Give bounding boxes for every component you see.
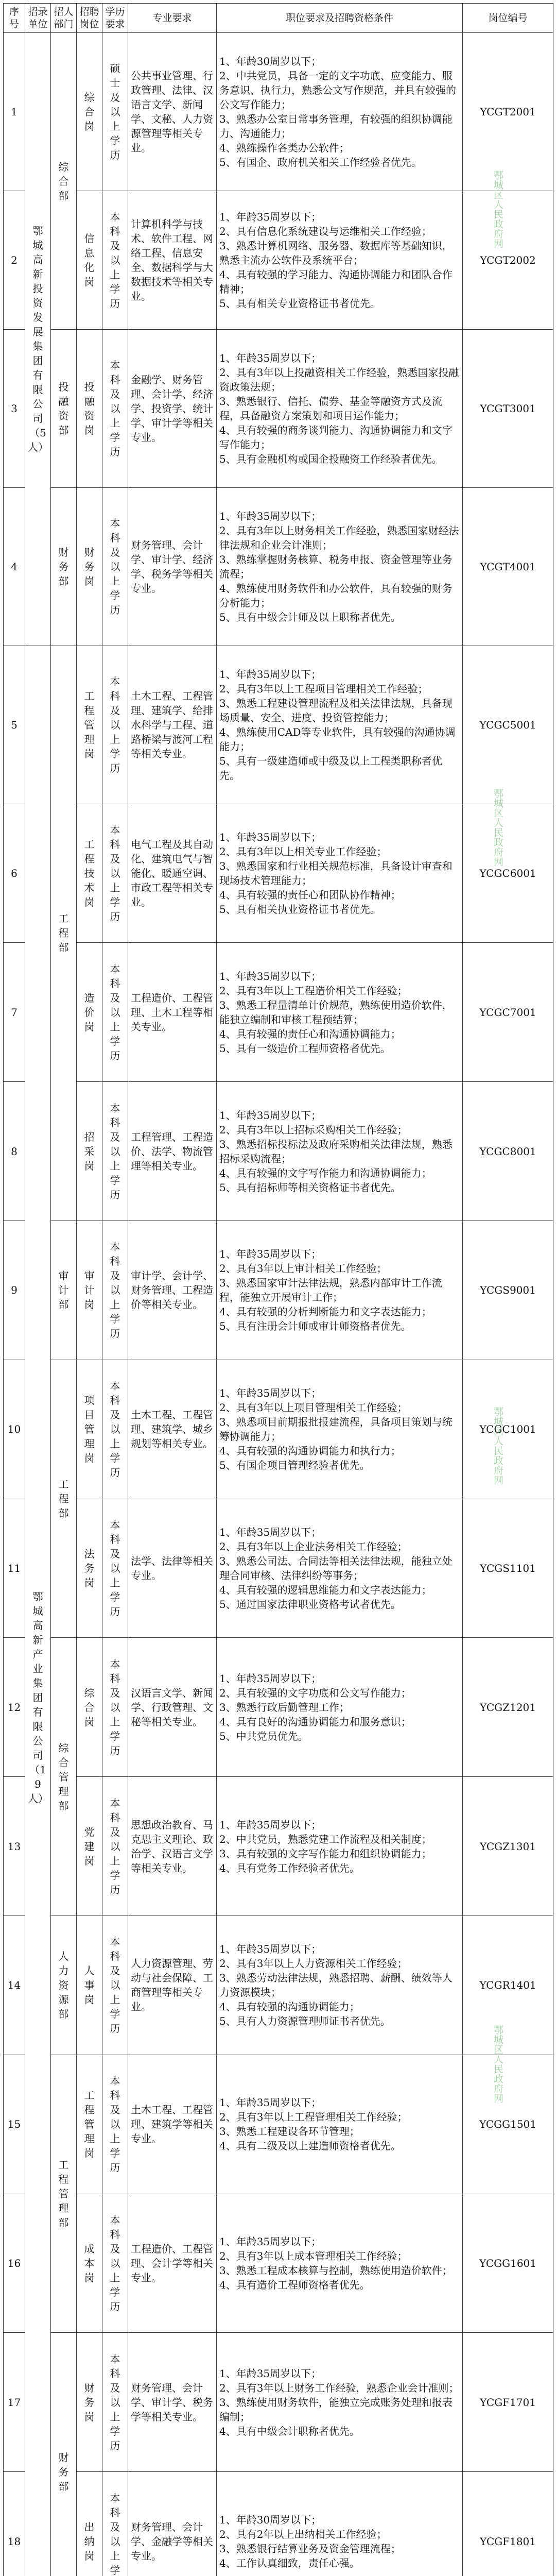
dept-cell: 财务部 [51,488,77,646]
table-row [4,943,553,1082]
req-line: 2、具有3年以上工程项目管理相关工作经验； [219,682,428,695]
edu-cell: 本科及以上学历 [102,1221,128,1360]
req-line: 4、具有较强的责任心和沟通协调能力； [219,1027,401,1040]
code-cell: YCGT3001 [463,330,553,488]
req-line: 3、熟悉工程建设管理流程及相关法律法规，具备现场质量、安全、进度、投资管控能力； [219,697,453,724]
post-cell: 造价岗 [77,943,102,1082]
req-line: 2、具有3年以上人力资源相关工作经验； [219,1957,408,1970]
edu-cell: 本科及以上学历 [102,1499,128,1638]
dept-cell: 财务部 [51,2333,77,2576]
row-no: 4 [4,488,25,646]
watermark: 鄂城区人民政府网 [492,2025,503,2103]
major-cell: 公共事业管理、行政管理、法律、汉语言文学、新闻学、文秘、人力资源管理等相关专业。 [128,33,217,191]
table-row [4,2194,553,2333]
row-no: 12 [4,1638,25,1777]
watermark: 鄂城区人民政府网 [492,170,503,248]
req-line: 2、具有3年以上审计相关工作经验； [219,1262,387,1275]
table-row [4,1499,553,1638]
dept-cell: 工程管理部 [51,2055,77,2333]
code-cell: YCGC5001 [463,646,553,804]
major-cell: 金融学、财务管理、会计学、经济学、投资学、统计学、审计学等相关专业。 [128,330,217,488]
requirements-cell [217,1916,463,2055]
req-line: 5、具有注册会计师或审计师资格者优先。 [219,1320,411,1333]
dept-cell: 综合部 [51,33,77,330]
watermark: 鄂城区人民政府网 [492,788,503,867]
row-no: 2 [4,191,25,330]
req-line: 5、有国企项目管理经验者优先。 [219,1459,370,1472]
unit-cell: 鄂城高新投资发展集团有限公司（5人） [25,33,51,646]
req-line: 4、熟练使用CAD等专业软件，具有较强的沟通协调能力； [219,725,456,753]
edu-cell: 本科及以上学历 [102,804,128,943]
post-cell: 人事岗 [77,1916,102,2055]
req-line: 1、年龄35周岁以下； [219,1387,322,1400]
req-line: 5、具有一级建造师或中级及以上工程类职称者优先。 [219,754,442,782]
code-cell: YCGC7001 [463,943,553,1082]
major-cell: 土木工程、工程管理、建筑学、给排水科学与工程、道路桥梁与渡河工程等相关专业。 [128,646,217,804]
req-line: 4、具有较强的责任心和团队协作精神； [219,888,401,901]
edu-cell: 本科及以上学历 [102,1777,128,1916]
req-line: 1、年龄35周岁以下； [219,2096,322,2109]
unit-cell: 鄂城高新产业集团有限公司（19人） [25,646,51,2576]
req-line: 5、具有相关专业资格证书者优先。 [219,297,380,310]
major-cell: 工程造价、工程管理、土木工程等相关专业。 [128,943,217,1082]
req-line: 3、熟练掌握财务核算、税务申报、资金管理等业务流程； [219,553,453,580]
req-line: 1、年龄35周岁以下； [219,1672,322,1685]
header-req: 职位要求及招聘资格条件 [217,4,463,33]
row-no: 13 [4,1777,25,1916]
req-line: 3、熟悉工程量清单计价规范，熟练使用造价软件，能独立编制和审核工程预结算； [219,998,453,1026]
req-line: 4、具有较强的沟通协调能力； [219,2001,360,2013]
header-code: 岗位编号 [463,4,553,33]
table-row [4,2055,553,2194]
requirements-cell [217,1082,463,1221]
table-row [4,2472,553,2576]
req-line: 1、年龄35周岁以下； [219,2235,322,2248]
row-no: 11 [4,1499,25,1638]
requirements-cell [217,191,463,330]
req-line: 3、熟练使用财务软件，能独立完成账务处理和报表编制； [219,2396,453,2423]
post-cell: 财务岗 [77,488,102,646]
major-cell: 电气工程及其自动化、建筑电气与智能化、暖通空调、市政工程等相关专业。 [128,804,217,943]
post-cell: 财务岗 [77,2333,102,2472]
req-line: 5、有国企、政府机关相关工作经验者优先。 [219,156,422,168]
header-no: 序号 [4,4,25,33]
post-cell: 党建岗 [77,1777,102,1916]
row-no: 15 [4,2055,25,2194]
code-cell: YCGZ1301 [463,1777,553,1916]
row-no: 17 [4,2333,25,2472]
row-no: 18 [4,2472,25,2576]
row-no: 3 [4,330,25,488]
req-line: 5、具有一级造价工程师资格者优先。 [219,1042,391,1055]
table-row [4,1638,553,1777]
req-line: 4、工作认真细致，责任心强。 [219,2556,360,2569]
req-line: 1、年龄35周岁以下； [219,668,322,681]
edu-cell: 本科及以上学历 [102,191,128,330]
watermark: 鄂城区人民政府网 [492,1406,503,1485]
req-line: 2、具有3年以上工程管理相关工作经验； [219,2111,408,2124]
req-line: 1、年龄35周岁以下； [219,1943,322,1956]
req-line: 1、年龄35周岁以下； [219,1526,322,1538]
req-line: 4、具有较强的学习能力、沟通协调能力和团队合作精神； [219,268,453,296]
req-line: 5、具有中级会计师及以上职称者优先。 [219,611,401,623]
requirements-cell [217,488,463,646]
edu-cell: 硕士及以上学历 [102,33,128,191]
code-cell: YCGF1801 [463,2472,553,2576]
req-line: 2、中共党员，具备一定的文字功底、应变能力、服务意识、执行力，熟悉公文写作规范，并具有较强的公文写作能力； [219,69,456,111]
table-row [4,1916,553,2055]
req-line: 3、熟悉公司法、合同法等相关法律法规，能独立处理合同审核、法律纠纷等事务； [219,1554,453,1582]
req-line: 5、通过国家法律职业资格考试者优先。 [219,1598,401,1611]
row-no: 6 [4,804,25,943]
edu-cell: 本科及以上学历 [102,2333,128,2472]
post-cell: 审计岗 [77,1221,102,1360]
post-cell: 项目管理岗 [77,1360,102,1499]
req-line: 4、具有良好的沟通协调能力和服务意识； [219,1715,411,1728]
req-line: 4、熟练使用财务软件和办公软件，具有较强的财务分析能力； [219,582,453,609]
req-line: 4、具有党务工作经验者优先。 [219,1861,360,1874]
table-row [4,1082,553,1221]
table-row [4,488,553,646]
code-cell: YCGG1501 [463,2055,553,2194]
major-cell: 财务管理、会计学、审计学、经济学、税务学等相关专业。 [128,488,217,646]
table-row [4,646,553,804]
table-row [4,330,553,488]
req-line: 2、具有信息化系统建设与运维相关工作经验； [219,225,432,238]
requirements-cell [217,33,463,191]
req-line: 1、年龄35周岁以下； [219,1818,322,1831]
post-cell: 工程管理岗 [77,2055,102,2194]
major-cell: 财务管理、会计学、审计学、税务学等相关专业。 [128,2333,217,2472]
code-cell: YCGC6001 [463,804,553,943]
req-line: 1、年龄35周岁以下； [219,211,322,224]
code-cell: YCGS9001 [463,1221,553,1360]
requirements-cell [217,2333,463,2472]
row-no: 16 [4,2194,25,2333]
requirements-cell [217,1221,463,1360]
req-line: 1、年龄30周岁以下； [219,2513,322,2526]
req-line: 3、熟悉计算机网络、服务器、数据库等基础知识，熟悉主流办公软件及系统平台； [219,240,453,267]
req-line: 4、具有造价工程师资格者优先。 [219,2279,370,2292]
row-no: 10 [4,1360,25,1499]
dept-cell: 综合管理部 [51,1638,77,1916]
req-line: 2、具有3年以上企业法务相关工作经验； [219,1540,408,1553]
post-cell: 招采岗 [77,1082,102,1221]
requirements-cell [217,1360,463,1499]
code-cell: YCGG1601 [463,2194,553,2333]
edu-cell: 本科及以上学历 [102,1916,128,2055]
recruitment-table-sheet [3,3,553,2576]
req-line: 1、年龄35周岁以下； [219,1109,322,1122]
major-cell: 计算机科学与技术、软件工程、网络工程、信息安全、数据科学与大数据技术等相关专业。 [128,191,217,330]
dept-cell: 人力资源部 [51,1916,77,2055]
row-no: 8 [4,1082,25,1221]
row-no: 14 [4,1916,25,2055]
table-row [4,2333,553,2472]
code-cell: YCGC1001 [463,1360,553,1499]
major-cell: 人力资源管理、劳动与社会保障、工商管理等相关专业。 [128,1916,217,2055]
code-cell: YCGZ1201 [463,1638,553,1777]
recruitment-table [3,3,553,2576]
post-cell: 成本岗 [77,2194,102,2333]
header-unit: 招录单位 [25,4,51,33]
requirements-cell [217,2055,463,2194]
major-cell: 工程造价、工程管理、会计学等相关专业。 [128,2194,217,2333]
header-edu: 学历要求 [102,4,128,33]
edu-cell: 本科及以上学历 [102,2055,128,2194]
req-line: 2、具有3年以上成本管理相关工作经验； [219,2250,408,2263]
req-line: 4、具有较强的商务谈判能力、沟通协调能力和文字写作能力； [219,424,453,451]
req-line: 1、年龄35周岁以下； [219,1248,322,1261]
req-line: 2、具有3年以上工程造价相关工作经验； [219,984,408,997]
req-line: 1、年龄35周岁以下； [219,2367,322,2380]
post-cell: 法务岗 [77,1499,102,1638]
edu-cell: 本科及以上学历 [102,1360,128,1499]
req-line: 1、年龄35周岁以下； [219,510,322,522]
req-line: 5、具有相关执业资格证书者优先。 [219,903,380,916]
post-cell: 综合岗 [77,1638,102,1777]
table-row [4,1777,553,1916]
req-line: 4、具有较强的分析判断能力和文字表达能力； [219,1306,432,1318]
req-line: 1、年龄35周岁以下； [219,831,322,843]
edu-cell: 本科及以上学历 [102,1638,128,1777]
req-line: 3、熟悉银行、信托、债券、基金等融资方式及流程，具备融资方案策划和项目运作能力； [219,395,442,422]
post-cell: 投融资岗 [77,330,102,488]
req-line: 3、具有较强的文字写作能力和组织协调能力； [219,1847,432,1860]
row-no: 7 [4,943,25,1082]
requirements-cell [217,646,463,804]
post-cell: 工程技术岗 [77,804,102,943]
code-cell: YCGT2001 [463,33,553,191]
req-line: 4、具有中级会计职称者优先。 [219,2425,360,2437]
dept-cell: 工程部 [51,646,77,1221]
code-cell: YCGT2002 [463,191,553,330]
major-cell: 思想政治教育、马克思主义理论、政治学、汉语言文学等相关专业。 [128,1777,217,1916]
req-line: 4、具有较强的沟通协调能力和执行力； [219,1445,401,1458]
requirements-cell [217,1638,463,1777]
req-line: 4、具有二级及以上建造师资格者优先。 [219,2140,401,2153]
header-row [4,4,553,33]
req-line: 2、具有3年以上财务相关工作经验，熟悉国家财经法律法规和企业会计准则； [219,524,459,551]
edu-cell: 本科及以上学历 [102,1082,128,1221]
major-cell: 财务管理、会计学、金融学等相关专业。 [128,2472,217,2576]
dept-cell: 工程部 [51,1360,77,1638]
major-cell: 土木工程、工程管理、建筑学等相关专业。 [128,2055,217,2194]
header-major: 专业要求 [128,4,217,33]
table-row [4,191,553,330]
dept-cell: 投融资部 [51,330,77,488]
major-cell: 审计学、会计学、财务管理、工程造价等相关专业。 [128,1221,217,1360]
header-dept: 招人部门 [51,4,77,33]
post-cell: 综合岗 [77,33,102,191]
row-no: 1 [4,33,25,191]
row-no: 5 [4,646,25,804]
req-line: 3、熟悉工程建设各环节管理； [219,2125,360,2138]
edu-cell: 本科及以上学 [102,2472,128,2576]
major-cell: 工程管理、工程造价、法学、物流管理等相关专业。 [128,1082,217,1221]
req-line: 2、具有3年以上招标采购相关工作经验； [219,1123,408,1136]
req-line: 4、具有较强的逻辑思维能力和文字表达能力； [219,1583,432,1596]
requirements-cell [217,2472,463,2576]
req-line: 2、具有2年以上出纳相关工作经验； [219,2528,387,2540]
edu-cell: 本科及以上学历 [102,2194,128,2333]
req-line: 3、熟悉国家和行业相关规范标准，具备设计审查和现场技术管理能力； [219,859,453,887]
requirements-cell [217,2194,463,2333]
edu-cell: 本科及以上学历 [102,488,128,646]
major-cell: 汉语言文学、新闻学、行政管理、文秘等相关专业。 [128,1638,217,1777]
req-line: 5、中共党员优先。 [219,1730,308,1742]
post-cell: 信息化岗 [77,191,102,330]
table-row [4,1221,553,1360]
req-line: 1、年龄30周岁以下； [219,55,322,67]
req-line: 1、年龄35周岁以下； [219,352,322,365]
req-line: 5、具有人力资源管理师证书者优先。 [219,2015,391,2028]
requirements-cell [217,1499,463,1638]
req-line: 2、具有3年以上项目管理相关工作经验； [219,1401,408,1414]
req-line: 2、具有3年以上相关专业工作经验； [219,845,387,858]
req-line: 3、熟悉工程成本核算与控制，熟练使用造价软件； [219,2264,453,2277]
requirements-cell [217,330,463,488]
edu-cell: 本科及以上学历 [102,943,128,1082]
req-line: 3、熟悉劳动法律法规，熟悉招聘、薪酬、绩效等人力资源模块； [219,1972,453,1999]
code-cell: YCGC8001 [463,1082,553,1221]
req-line: 2、具有较强的文字功底和公文写作能力； [219,1686,411,1699]
requirements-cell [217,1777,463,1916]
req-line: 3、熟悉国家审计法律法规，熟悉内部审计工作流程，能独立开展审计工作； [219,1277,442,1304]
req-line: 4、具有较强的文字写作能力和沟通协调能力； [219,1166,432,1179]
code-cell: YCGS1101 [463,1499,553,1638]
code-cell: YCGR1401 [463,1916,553,2055]
edu-cell: 本科及以上学历 [102,330,128,488]
requirements-cell [217,943,463,1082]
req-line: 2、中共党员，熟悉党建工作流程及相关制度； [219,1833,432,1845]
dept-cell: 审计部 [51,1221,77,1360]
req-line: 3、熟悉项目前期报批报建流程，具备项目策划与统筹协调能力； [219,1416,453,1443]
table-row [4,804,553,943]
post-cell: 出纳岗 [77,2472,102,2576]
req-line: 5、具有金融机构或国企投融资工作经验者优先。 [219,453,442,466]
table-row [4,1360,553,1499]
table-row [4,33,553,191]
edu-cell: 本科及以上学历 [102,646,128,804]
req-line: 5、具有招标师等相关资格证书者优先。 [219,1181,401,1194]
major-cell: 土木工程、工程管理、建筑学、城乡规划等相关专业。 [128,1360,217,1499]
req-line: 3、熟悉行政后勤管理工作； [219,1701,350,1714]
req-line: 3、熟悉办公室日常事务管理，有较强的组织协调能力、沟通能力； [219,112,453,140]
requirements-cell [217,804,463,943]
req-line: 4、熟练操作各类办公软件； [219,141,350,154]
header-post: 招聘岗位 [77,4,102,33]
row-no: 9 [4,1221,25,1360]
req-line: 2、具有3年以上财务工作经验，熟悉企业会计准则； [219,2381,459,2394]
req-line: 3、熟悉招标投标法及政府采购相关法律法规，熟悉招标采购流程； [219,1138,453,1165]
code-cell: YCGF1701 [463,2333,553,2472]
req-line: 1、年龄35周岁以下； [219,970,322,982]
code-cell: YCGT4001 [463,488,553,646]
major-cell: 法学、法律等相关专业。 [128,1499,217,1638]
post-cell: 工程管理岗 [77,646,102,804]
req-line: 3、熟悉银行结算业务及资金管理流程； [219,2542,401,2555]
req-line: 2、具有3年以上投融资相关工作经验，熟悉国家投融资政策法规； [219,366,459,394]
